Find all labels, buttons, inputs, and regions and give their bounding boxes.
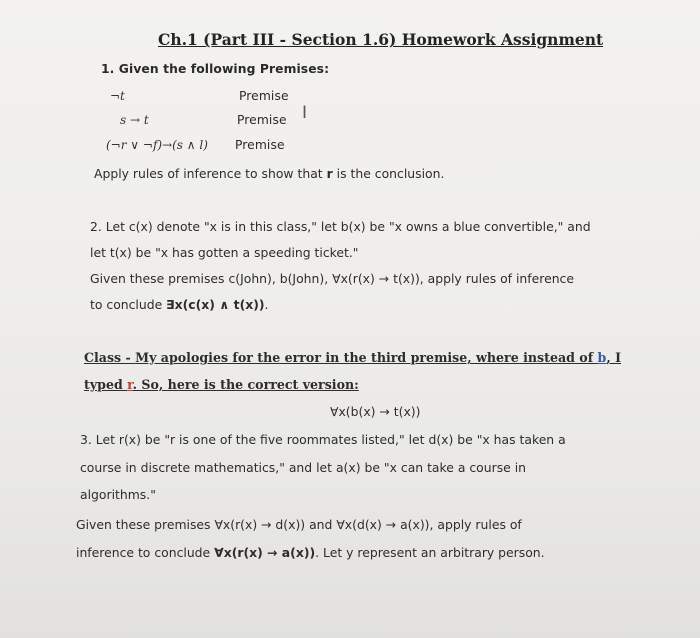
q2-line-2: let t(x) be "x has gotten a speeding ticket." (90, 245, 359, 260)
q3-line-4: Given these premises ∀x(r(x) → d(x)) and ∀x(d(x) → a(x)), apply rules of (76, 517, 522, 532)
q2-line-1: 2. Let c(x) denote "x is in this class," let b(x) be "x owns a blue convertible," and (90, 219, 591, 234)
q1-instruction: Apply rules of inference to show that r is the conclusion. (94, 166, 445, 181)
note-line-2: typed r. So, here is the correct version: (84, 377, 359, 392)
q2-line-4: to conclude ∃x(c(x) ∧ t(x)). (90, 297, 269, 312)
q1-premise-1-label: Premise (239, 89, 289, 103)
q3-line-2: course in discrete mathematics," and let a(x) be "x can take a course in (80, 460, 527, 475)
q1-premise-3-expr: (¬r ∨ ¬f)→(s ∧ l) (106, 138, 208, 152)
text-cursor-icon: I (302, 103, 308, 123)
q3-line-5: inference to conclude ∀x(r(x) → a(x)). Let y represent an arbitrary person. (76, 545, 545, 560)
q1-premise-2-label: Premise (237, 113, 287, 127)
q1-premise-3-label: Premise (235, 138, 285, 152)
q1-premise-1-expr: ¬t (110, 89, 125, 103)
q1-premise-2-expr: s → t (120, 113, 149, 127)
q1-heading: 1. Given the following Premises: (101, 62, 330, 76)
page-title: Ch.1 (Part III - Section 1.6) Homework Assignment (158, 30, 604, 49)
q3-line-1: 3. Let r(x) be "r is one of the five roommates listed," let d(x) be "x has taken a (80, 432, 566, 447)
note-line-1: Class - My apologies for the error in the third premise, where instead of b, I (84, 350, 621, 365)
q3-line-3: algorithms." (80, 487, 156, 502)
q2-line-3: Given these premises c(John), b(John), ∀x(r(x) → t(x)), apply rules of inference (90, 271, 574, 286)
note-corrected-premise: ∀x(b(x) → t(x)) (330, 404, 421, 419)
